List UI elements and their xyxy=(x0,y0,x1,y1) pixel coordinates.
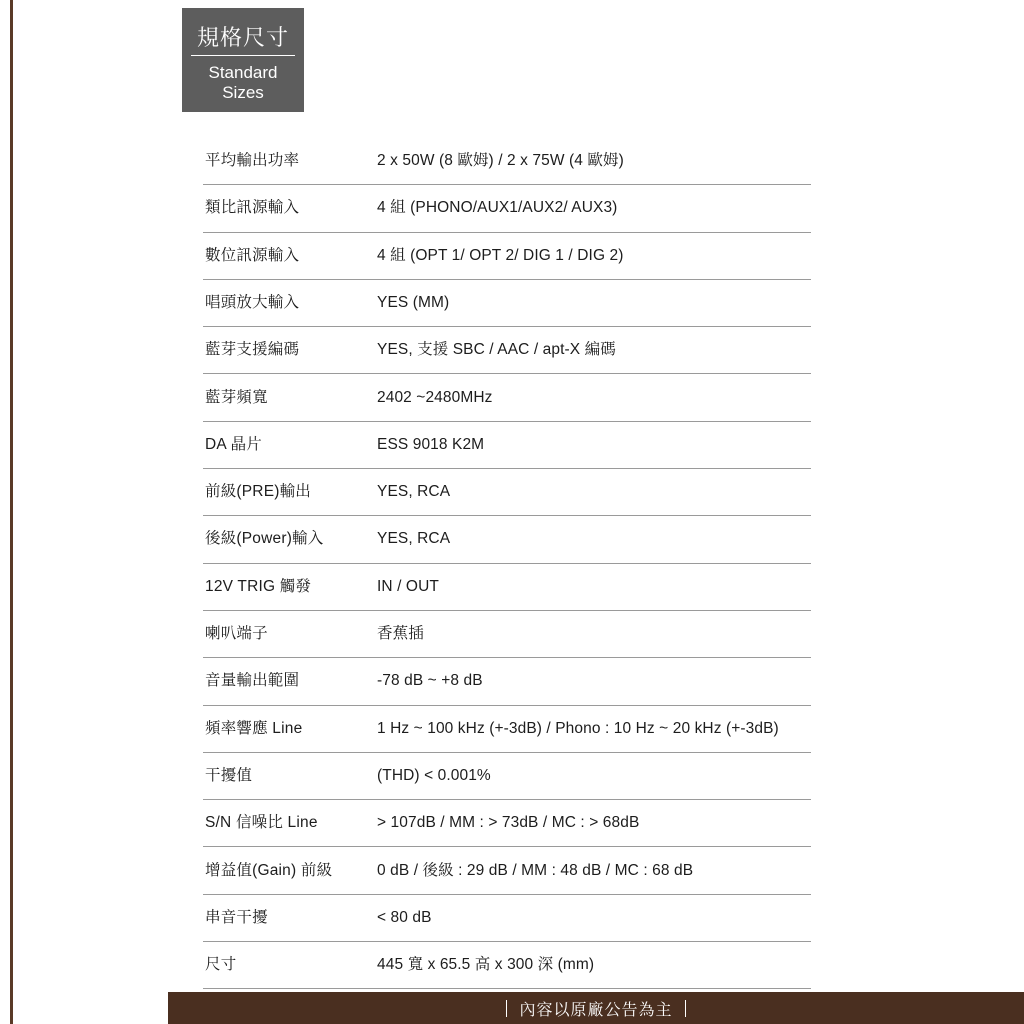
table-row xyxy=(203,138,811,185)
spec-label: 數位訊源輸入 xyxy=(205,246,300,264)
table-row xyxy=(203,469,811,516)
badge-title-en-line1: Standard xyxy=(208,63,278,83)
table-row xyxy=(203,610,811,657)
badge-title-en xyxy=(209,63,278,103)
table-row xyxy=(203,327,811,374)
spec-label: 12V TRIG 觸發 xyxy=(205,577,312,595)
badge-title-zh: 規格尺寸 xyxy=(191,26,295,56)
spec-label: S/N 信噪比 Line xyxy=(205,814,318,832)
spec-value: 1 Hz ~ 100 kHz (+-3dB) / Phono : 10 Hz ~ 20 kHz (+-3dB) xyxy=(377,719,779,737)
spec-value: YES, 支援 SBC / AAC / apt-X 編碼 xyxy=(377,341,616,359)
table-row xyxy=(203,847,811,894)
spec-value: -78 dB ~ +8 dB xyxy=(377,672,483,690)
spec-value: > 107dB / MM : > 73dB / MC : > 68dB xyxy=(377,814,640,832)
spec-value: 2 x 50W (8 歐姆) / 2 x 75W (4 歐姆) xyxy=(377,152,624,170)
table-row xyxy=(203,942,811,989)
spec-value: 0 dB / 後級 : 29 dB / MM : 48 dB / MC : 68 dB xyxy=(377,861,694,879)
table-row xyxy=(203,705,811,752)
spec-value: ESS 9018 K2M xyxy=(377,435,485,453)
spec-label: 類比訊源輸入 xyxy=(205,199,300,217)
spec-label: 藍芽頻寬 xyxy=(205,388,268,406)
badge-title-en-line2: Sizes xyxy=(222,83,264,103)
spec-label: 干擾值 xyxy=(205,766,253,784)
spec-value: YES, RCA xyxy=(377,530,451,548)
spec-label: 音量輸出範圍 xyxy=(205,672,300,690)
spec-label: 唱頭放大輸入 xyxy=(205,293,300,311)
spec-value: 2402 ~2480MHz xyxy=(377,388,493,406)
table-row xyxy=(203,232,811,279)
specification-table xyxy=(203,138,811,989)
left-accent-rule xyxy=(10,0,13,1024)
footer-note-inner xyxy=(506,997,685,1020)
table-row xyxy=(203,421,811,468)
spec-label: 頻率響應 Line xyxy=(205,719,303,737)
spec-label: 前級(PRE)輸出 xyxy=(205,483,311,501)
spec-value: 香蕉插 xyxy=(377,625,424,643)
spec-value: YES (MM) xyxy=(377,293,450,311)
spec-label: 尺寸 xyxy=(205,956,237,974)
footer-divider-right-icon xyxy=(685,1000,686,1017)
table-row xyxy=(203,752,811,799)
table-row xyxy=(203,563,811,610)
spec-value: 4 組 (OPT 1/ OPT 2/ DIG 1 / DIG 2) xyxy=(377,246,624,264)
spec-label: 喇叭端子 xyxy=(205,625,268,643)
spec-label: 平均輸出功率 xyxy=(205,152,300,170)
spec-value: YES, RCA xyxy=(377,483,451,501)
spec-label: 增益值(Gain) 前級 xyxy=(205,861,333,879)
spec-value: IN / OUT xyxy=(377,577,439,595)
spec-value: 445 寬 x 65.5 高 x 300 深 (mm) xyxy=(377,956,595,974)
table-row xyxy=(203,894,811,941)
table-row xyxy=(203,185,811,232)
spec-value: (THD) < 0.001% xyxy=(377,766,491,784)
standard-sizes-badge xyxy=(182,8,304,112)
spec-value: 4 組 (PHONO/AUX1/AUX2/ AUX3) xyxy=(377,199,618,217)
specification-table-body xyxy=(203,138,811,989)
footer-note-text: 內容以原廠公告為主 xyxy=(519,1001,673,1019)
table-row xyxy=(203,516,811,563)
footer-note-bar xyxy=(168,992,1024,1024)
table-row xyxy=(203,279,811,326)
table-row xyxy=(203,800,811,847)
spec-label: 後級(Power)輸入 xyxy=(205,530,324,548)
table-row xyxy=(203,374,811,421)
spec-label: 藍芽支援編碼 xyxy=(205,341,300,359)
spec-value: < 80 dB xyxy=(377,908,432,926)
spec-label: DA 晶片 xyxy=(205,435,262,453)
spec-label: 串音干擾 xyxy=(205,908,268,926)
footer-divider-left-icon xyxy=(506,1000,507,1017)
table-row xyxy=(203,658,811,705)
